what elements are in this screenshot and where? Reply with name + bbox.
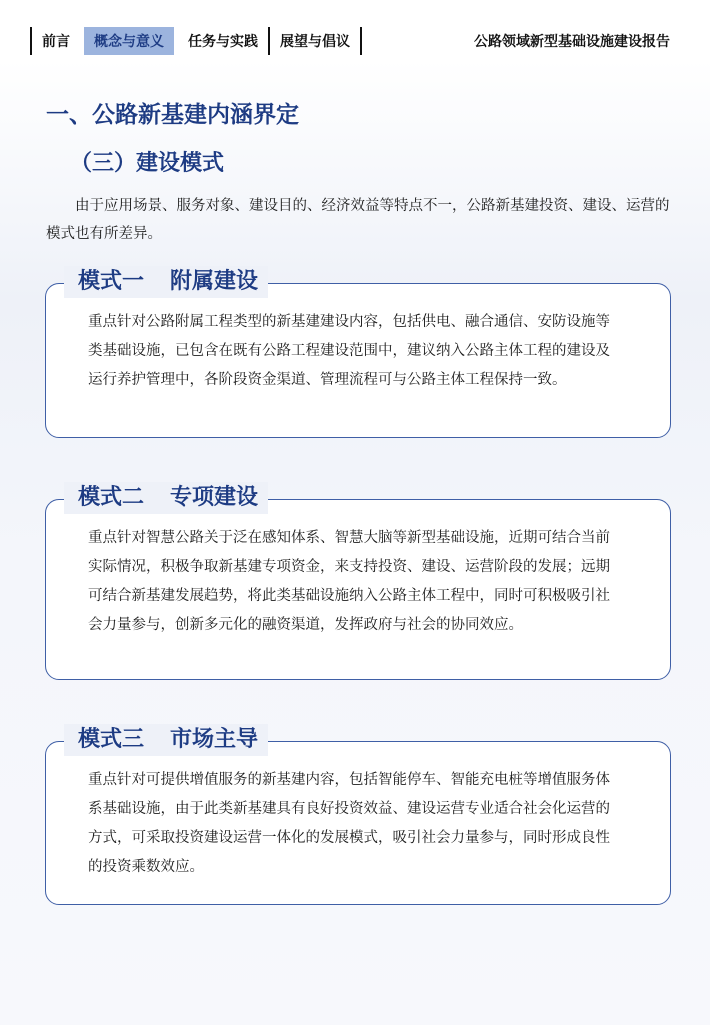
header-bar	[0, 0, 710, 60]
mode-number: 模式一	[78, 269, 145, 294]
nav-item-preface[interactable]: 前言	[42, 34, 70, 50]
section-nav	[30, 27, 362, 55]
mode-card-title	[64, 724, 268, 756]
mode-number: 模式三	[78, 727, 145, 752]
section-subtitle: （三）建设模式	[70, 151, 225, 176]
mode-card-title	[64, 482, 268, 514]
mode-name: 专项建设	[170, 485, 259, 510]
mode-number: 模式二	[78, 485, 145, 510]
mode-card	[45, 269, 671, 438]
mode-card-title	[64, 266, 268, 298]
mode-name: 市场主导	[170, 727, 259, 752]
nav-divider	[360, 27, 362, 55]
mode-card	[45, 727, 671, 905]
mode-name: 附属建设	[170, 269, 259, 294]
mode-description: 重点针对公路附属工程类型的新基建建设内容，包括供电、融合通信、安防设施等类基础设施，已包含在既有公路工程建设范围中，建议纳入公路主体工程的建设及运行养护管理中，各阶段资金渠道、管理流程可与公路主体工程保持一致。	[88, 314, 610, 388]
section-title: 一、公路新基建内涵界定	[46, 102, 299, 128]
mode-description: 重点针对智慧公路关于泛在感知体系、智慧大脑等新型基础设施，近期可结合当前实际情况，积极争取新基建专项资金，来支持投资、建设、运营阶段的发展；远期可结合新基建发展趋势，将此类基础设施纳入公路主体工程中，同时可积极吸引社会力量参与，创新多元化的融资渠道，发挥政府与社会的协同效应。	[88, 530, 610, 633]
mode-card	[45, 485, 671, 680]
mode-description: 重点针对可提供增值服务的新基建内容，包括智能停车、智能充电桩等增值服务体系基础设施，由于此类新基建具有良好投资效益、建设运营专业适合社会化运营的方式，可采取投资建设运营一体化的发展模式，吸引社会力量参与，同时形成良性的投资乘数效应。	[88, 772, 610, 875]
nav-item-outlook-initiative[interactable]: 展望与倡议	[280, 34, 350, 50]
intro-paragraph: 由于应用场景、服务对象、建设目的、经济效益等特点不一，公路新基建投资、建设、运营的模式也有所差异。	[46, 198, 670, 242]
nav-item-tasks-practice[interactable]: 任务与实践	[188, 34, 258, 50]
report-title: 公路领域新型基础设施建设报告	[474, 34, 670, 50]
nav-item-concept-significance[interactable]: 概念与意义	[84, 27, 174, 55]
